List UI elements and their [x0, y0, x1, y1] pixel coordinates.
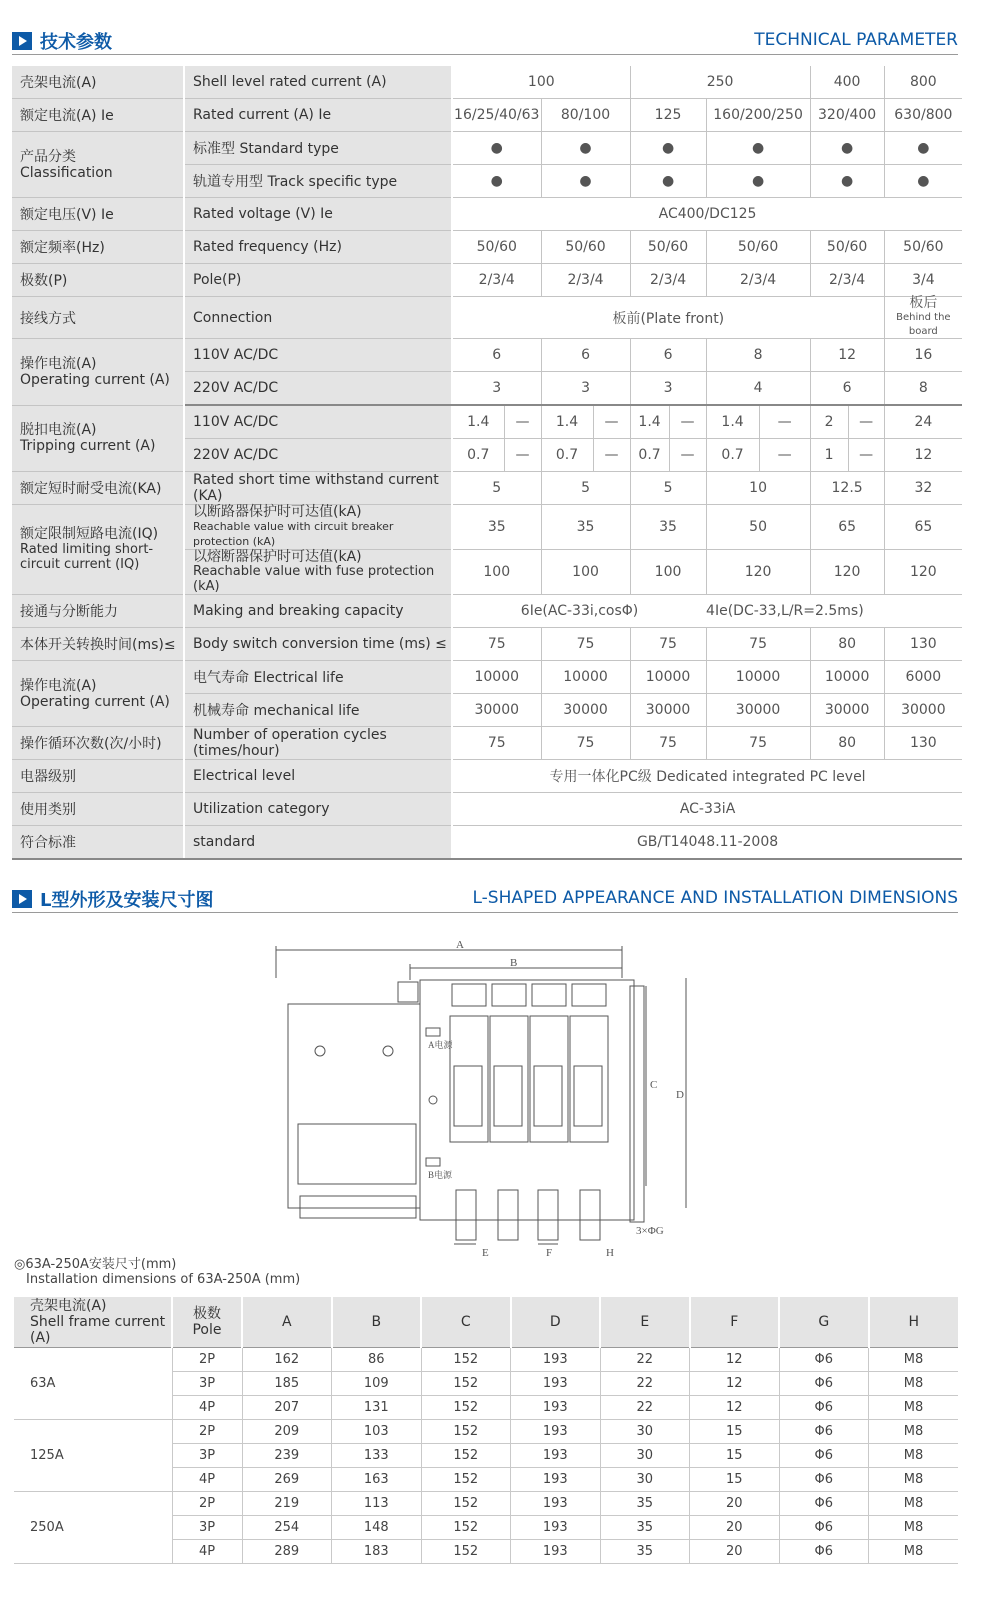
dim-cell: M8 — [869, 1372, 959, 1396]
label-E: E — [482, 1247, 489, 1259]
table-row — [14, 1348, 958, 1372]
frame-current-cell: 250A — [14, 1492, 172, 1564]
row-shell: 壳架电流(A) Shell level rated current (A) 100 250 400 800 — [12, 66, 962, 99]
dim-cell: 148 — [332, 1516, 422, 1540]
dim-cell: 86 — [332, 1348, 422, 1372]
label-H: H — [606, 1247, 614, 1259]
dim-cell: 219 — [242, 1492, 332, 1516]
dim-cell: 152 — [421, 1420, 511, 1444]
dim-cell: 35 — [600, 1516, 690, 1540]
row-electrical-level: 电器级别 Electrical level 专用一体化PC级 Dedicated integrated PC level — [12, 760, 962, 793]
dim-cell: 20 — [690, 1516, 780, 1540]
label-G: 3×ΦG — [636, 1225, 664, 1237]
label-source-b: B电源 — [428, 1170, 453, 1180]
dim-cell: 30 — [600, 1444, 690, 1468]
pole-cell: 4P — [172, 1396, 242, 1420]
dim-cell: 193 — [511, 1372, 601, 1396]
dim-cell: Φ6 — [779, 1516, 869, 1540]
play-icon — [12, 890, 32, 908]
dim-cell: 254 — [242, 1516, 332, 1540]
dim-cell: Φ6 — [779, 1468, 869, 1492]
dim-cell: 22 — [600, 1372, 690, 1396]
pole-cell: 3P — [172, 1444, 242, 1468]
dim-cell: 185 — [242, 1372, 332, 1396]
dim-cell: 12 — [690, 1396, 780, 1420]
dim-cell: Φ6 — [779, 1492, 869, 1516]
dim-header-row: 壳架电流(A) Shell frame current (A) 极数 Pole A B C D E F G H — [14, 1297, 958, 1348]
row-class-track: 轨道专用型 Track specific type ● ● ● ● ● ● — [12, 165, 962, 198]
dim-cell: 131 — [332, 1396, 422, 1420]
row-life-electrical: 操作电流(A) Operating current (A) 电气寿命 Electrical life 10000 10000 10000 10000 10000 6000 — [12, 661, 962, 694]
row-making-breaking: 接通与分断能力 Making and breaking capacity 6Ie(AC-33i,cosΦ) 4Ie(DC-33,L/R=2.5ms) — [12, 595, 962, 628]
pole-cell: 2P — [172, 1348, 242, 1372]
dimensions-body — [14, 1348, 958, 1564]
row-switch-time: 本体开关转换时间(ms)≤ Body switch conversion time (ms) ≤ 75 75 75 75 80 130 — [12, 628, 962, 661]
dim-cell: 193 — [511, 1444, 601, 1468]
dim-cell: M8 — [869, 1540, 959, 1564]
row-limit-fuse: 以熔断器保护时可达值(kA) Reachable value with fuse protection (kA) 100 100 100 120 120 120 — [12, 550, 962, 595]
dim-cell: M8 — [869, 1396, 959, 1420]
label-A: A — [456, 939, 464, 951]
dim-cell: 152 — [421, 1396, 511, 1420]
dim-cell: 22 — [600, 1396, 690, 1420]
dim-cell: 193 — [511, 1468, 601, 1492]
row-connection: 接线方式 Connection 板前(Plate front) 板后 Behind the board — [12, 297, 962, 339]
section-title-en: TECHNICAL PARAMETER — [754, 30, 958, 50]
row-pole: 极数(P) Pole(P) 2/3/4 2/3/4 2/3/4 2/3/4 2/3/4 3/4 — [12, 264, 962, 297]
dim-cell: 152 — [421, 1444, 511, 1468]
dim-cell: M8 — [869, 1348, 959, 1372]
row-limit-breaker: 额定限制短路电流(IQ) Rated limiting short-circuit current (IQ) 以断路器保护时可达值(kA) Reachable value with circuit breaker protection (kA) 35 35 35 50 65 65 — [12, 505, 962, 550]
dim-cell: 162 — [242, 1348, 332, 1372]
dim-cell: 12 — [690, 1372, 780, 1396]
dim-cell: 103 — [332, 1420, 422, 1444]
dim-cell: M8 — [869, 1444, 959, 1468]
pole-cell: 4P — [172, 1540, 242, 1564]
dim-cell: 30 — [600, 1420, 690, 1444]
row-opcur-220: 220V AC/DC 3 3 3 4 6 8 — [12, 372, 962, 406]
play-icon — [12, 32, 32, 50]
dim-cell: Φ6 — [779, 1348, 869, 1372]
dim-cell: 152 — [421, 1516, 511, 1540]
row-short-time: 额定短时耐受电流(KA) Rated short time withstand current (KA) 5 5 5 10 12.5 32 — [12, 472, 962, 505]
dimensions-table — [14, 1297, 958, 1564]
dim-cell: 207 — [242, 1396, 332, 1420]
installation-drawing — [270, 938, 700, 1266]
label-B: B — [510, 957, 518, 969]
dim-cell: 193 — [511, 1420, 601, 1444]
dim-cell: 183 — [332, 1540, 422, 1564]
dim-cell: M8 — [869, 1492, 959, 1516]
dim-cell: 152 — [421, 1540, 511, 1564]
dim-cell: 193 — [511, 1492, 601, 1516]
dim-cell: 239 — [242, 1444, 332, 1468]
row-life-mechanical: 机械寿命 mechanical life 30000 30000 30000 30000 30000 30000 — [12, 694, 962, 727]
dim-cell: 12 — [690, 1348, 780, 1372]
section-title-en: L-SHAPED APPEARANCE AND INSTALLATION DIMENSIONS — [472, 888, 958, 908]
row-opcur-110: 操作电流(A) Operating current (A) 110V AC/DC 6 6 6 8 12 16 — [12, 339, 962, 372]
row-voltage: 额定电压(V) Ie Rated voltage (V) Ie AC400/DC125 — [12, 198, 962, 231]
row-trip-110: 脱扣电流(A) Tripping current (A) 110V AC/DC 1.4 — 1.4 — 1.4 — 1.4 — 2 — 24 — [12, 405, 962, 439]
dim-cell: Φ6 — [779, 1396, 869, 1420]
row-utilization: 使用类别 Utilization category AC-33iA — [12, 793, 962, 826]
pole-cell: 2P — [172, 1420, 242, 1444]
dim-cell: 35 — [600, 1492, 690, 1516]
dim-cell: 193 — [511, 1516, 601, 1540]
table-row — [14, 1492, 958, 1516]
pole-cell: 3P — [172, 1372, 242, 1396]
dim-cell: 15 — [690, 1444, 780, 1468]
pole-cell: 2P — [172, 1492, 242, 1516]
section-title-cn: 技术参数 — [40, 32, 112, 53]
dim-cell: 22 — [600, 1348, 690, 1372]
row-trip-220: 220V AC/DC 0.7 — 0.7 — 0.7 — 0.7 — 1 — 12 — [12, 439, 962, 472]
dim-cell: 152 — [421, 1348, 511, 1372]
row-standard: 符合标准 standard GB/T14048.11-2008 — [12, 826, 962, 860]
row-frequency: 额定频率(Hz) Rated frequency (Hz) 50/60 50/60 50/60 50/60 50/60 50/60 — [12, 231, 962, 264]
dim-cell: 133 — [332, 1444, 422, 1468]
dim-cell: 193 — [511, 1348, 601, 1372]
dim-cell: 163 — [332, 1468, 422, 1492]
label-D: D — [676, 1089, 684, 1101]
dim-cell: Φ6 — [779, 1540, 869, 1564]
dim-cell: 289 — [242, 1540, 332, 1564]
pole-cell: 4P — [172, 1468, 242, 1492]
label-C: C — [650, 1079, 658, 1091]
dim-cell: Φ6 — [779, 1372, 869, 1396]
technical-parameter-table — [12, 66, 962, 860]
dim-cell: 152 — [421, 1492, 511, 1516]
dim-cell: M8 — [869, 1420, 959, 1444]
row-rated: 额定电流(A) Ie Rated current (A) Ie 16/25/40/63 80/100 125 160/200/250 320/400 630/800 — [12, 99, 962, 132]
row-class-standard: 产品分类 Classification 标准型 Standard type ● ● ● ● ● ● — [12, 132, 962, 165]
section-title-cn: L型外形及安装尺寸图 — [40, 890, 214, 911]
pole-cell: 3P — [172, 1516, 242, 1540]
dim-cell: 209 — [242, 1420, 332, 1444]
dim-cell: 109 — [332, 1372, 422, 1396]
table-row — [14, 1420, 958, 1444]
section-header-technical — [12, 26, 958, 55]
dim-cell: 20 — [690, 1540, 780, 1564]
dim-cell: 113 — [332, 1492, 422, 1516]
label-source-a: A电源 — [428, 1040, 453, 1050]
dim-cell: 193 — [511, 1396, 601, 1420]
dim-cell: 30 — [600, 1468, 690, 1492]
dim-cell: 152 — [421, 1468, 511, 1492]
dim-cell: 15 — [690, 1420, 780, 1444]
frame-current-cell: 63A — [14, 1348, 172, 1420]
dim-cell: 20 — [690, 1492, 780, 1516]
dim-cell: M8 — [869, 1516, 959, 1540]
dim-cell: 15 — [690, 1468, 780, 1492]
frame-current-cell: 125A — [14, 1420, 172, 1492]
label-F: F — [546, 1247, 553, 1259]
dim-cell: 152 — [421, 1372, 511, 1396]
section-header-dimensions — [12, 884, 958, 913]
dim-cell: 193 — [511, 1540, 601, 1564]
dim-cell: Φ6 — [779, 1420, 869, 1444]
dim-cell: 269 — [242, 1468, 332, 1492]
dimension-note: ◎63A-250A安装尺寸(mm) Installation dimensions of 63A-250A (mm) — [14, 1257, 301, 1287]
dim-cell: 35 — [600, 1540, 690, 1564]
dim-cell: Φ6 — [779, 1444, 869, 1468]
row-cycles: 操作循环次数(次/小时) Number of operation cycles (times/hour) 75 75 75 75 80 130 — [12, 727, 962, 760]
dim-cell: M8 — [869, 1468, 959, 1492]
